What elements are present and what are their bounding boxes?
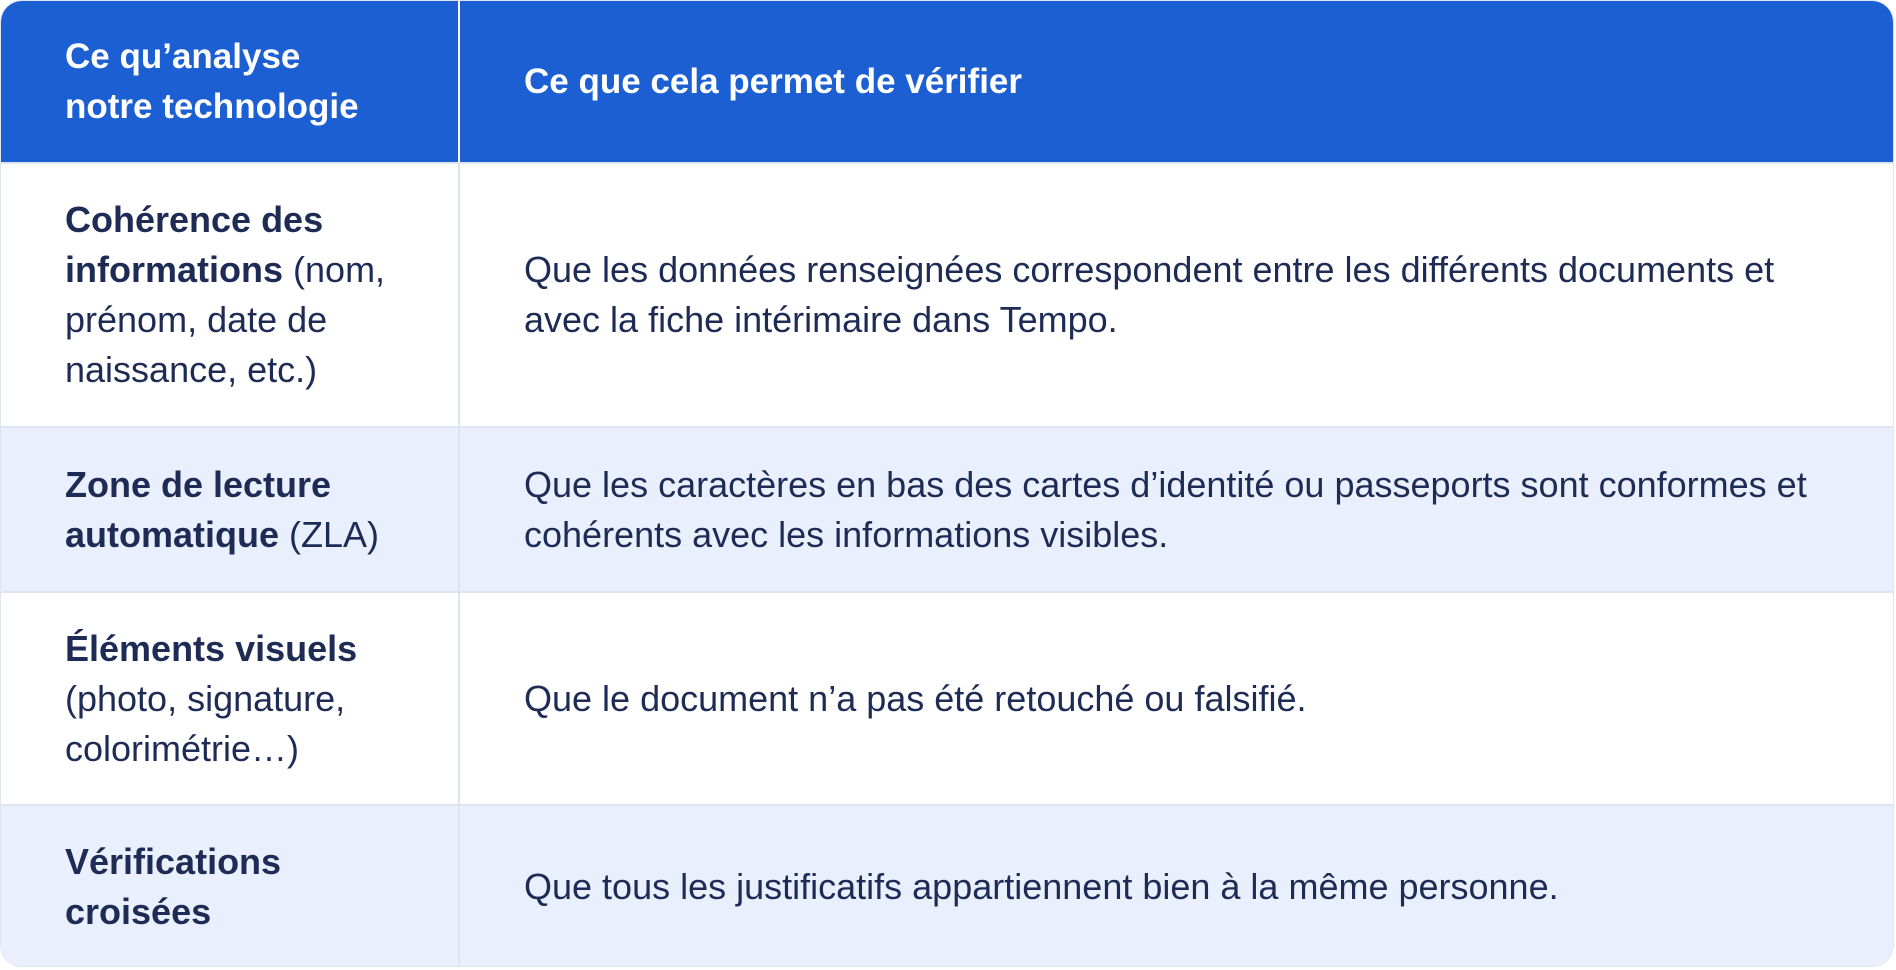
row-detail: (nom, prénom, date de naissance, etc.) — [65, 249, 386, 390]
row-description-cell — [460, 806, 1893, 967]
header-col1-label: Ce qu’analyse notre technologie — [65, 36, 359, 126]
row-title: Zone de lecture automatique — [65, 463, 332, 555]
row-description: Que tous les justificatifs appartiennent bien à la même personne. — [524, 866, 1559, 907]
header-col2-label: Ce que cela permet de vérifier — [524, 61, 1022, 101]
table-row — [1, 591, 1893, 804]
row-analysis-cell — [1, 164, 460, 426]
table-row — [1, 804, 1893, 967]
row-detail: (ZLA) — [289, 513, 380, 555]
table-row — [1, 162, 1893, 426]
row-description: Que les données renseignées correspondent entre les différents documents et avec la fiche intérimaire dans Tempo. — [524, 249, 1775, 340]
header-cell-analysis — [1, 1, 460, 162]
row-title: Vérifications croisées — [65, 841, 282, 932]
row-analysis-cell — [1, 593, 460, 804]
row-description: Que le document n’a pas été retouché ou falsifié. — [524, 677, 1307, 719]
row-analysis-cell — [1, 806, 460, 967]
row-description-cell — [460, 164, 1893, 426]
row-description: Que les caractères en bas des cartes d’identité ou passeports sont conformes et cohérents avec les informations visibles. — [524, 463, 1807, 555]
header-cell-verification — [460, 1, 1893, 162]
row-description-cell — [460, 428, 1893, 591]
table-header-row — [1, 1, 1893, 162]
row-analysis-cell — [1, 428, 460, 591]
row-detail: (photo, signature, colorimétrie…) — [65, 677, 346, 769]
row-description-cell — [460, 593, 1893, 804]
row-title: Cohérence des informations — [65, 199, 324, 290]
row-title: Éléments visuels — [65, 627, 358, 669]
table-row — [1, 426, 1893, 591]
